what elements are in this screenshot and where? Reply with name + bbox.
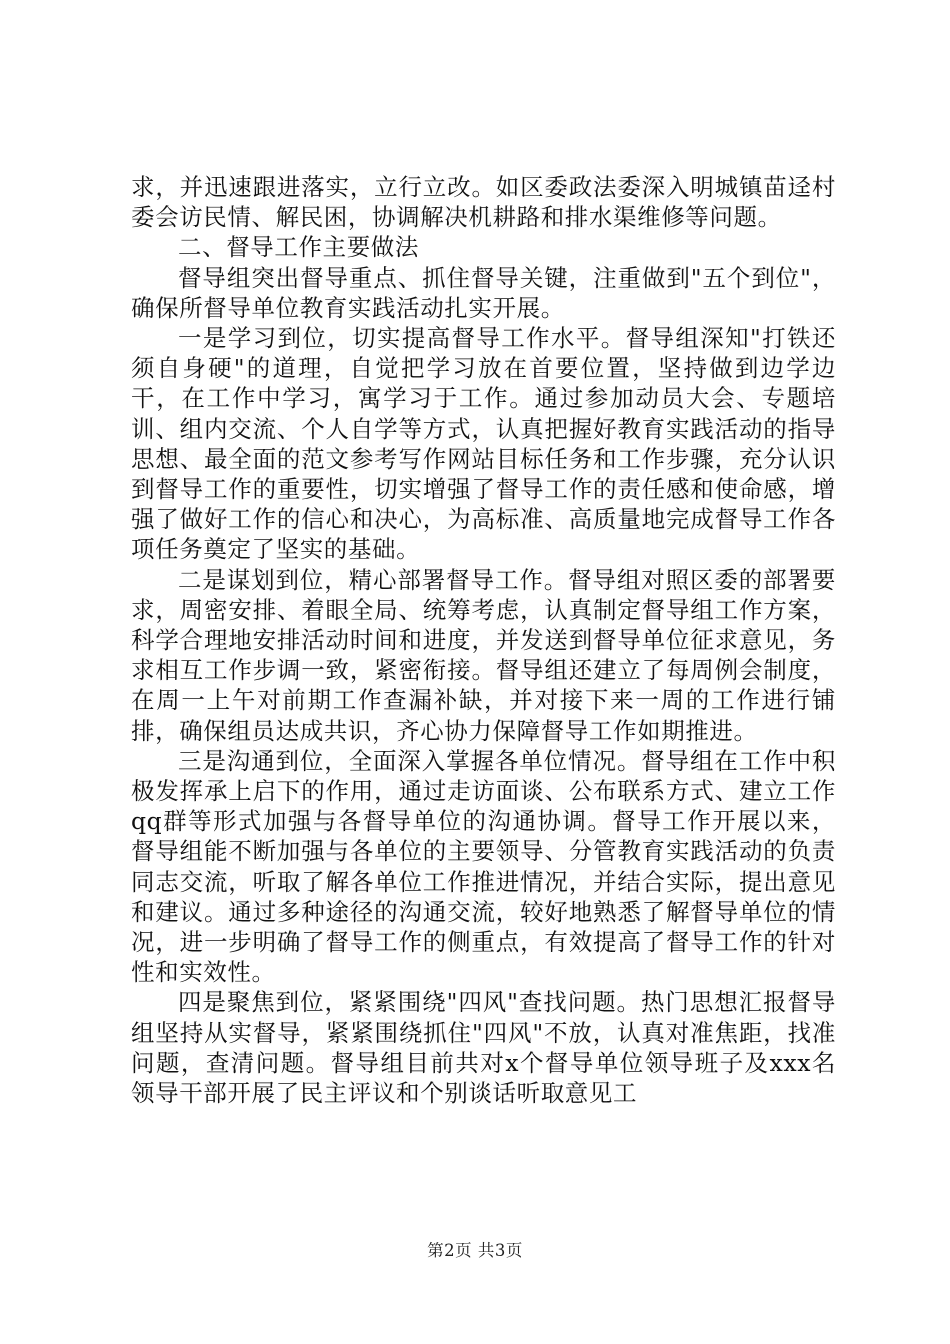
paragraph-intro: 督导组突出督导重点、抓住督导关键，注重做到"五个到位"，确保所督导单位教育实践活动扎实开展。 <box>131 263 836 322</box>
paragraph-planning: 二是谋划到位，精心部署督导工作。督导组对照区委的部署要求，周密安排、着眼全局、统筹考虑，认真制定督导组工作方案，科学合理地安排活动时间和进度，并发送到督导单位征求意见，务求相互工作步调一致，紧密衔接。督导组还建立了每周例会制度，在周一上午对前期工作查漏补缺，并对接下来一周的工作进行铺排，确保组员达成共识，齐心协力保障督导工作如期推进。 <box>131 565 836 745</box>
paragraph-study: 一是学习到位，切实提高督导工作水平。督导组深知"打铁还须自身硬"的道理，自觉把学习放在首要位置，坚持做到边学边干，在工作中学习，寓学习于工作。通过参加动员大会、专题培训、组内交流、个人自学等方式，认真把握好教育实践活动的指导思想、最全面的范文参考写作网站目标任务和工作步骤，充分认识到督导工作的重要性，切实增强了督导工作的责任感和使命感，增强了做好工作的信心和决心，为高标准、高质量地完成督导工作各项任务奠定了坚实的基础。 <box>131 324 836 564</box>
section-heading: 二、督导工作主要做法 <box>178 233 419 262</box>
document-body <box>131 172 836 1108</box>
paragraph-communication: 三是沟通到位，全面深入掌握各单位情况。督导组在工作中积极发挥承上启下的作用，通过走访面谈、公布联系方式、建立工作qq群等形式加强与各督导单位的沟通协调。督导工作开展以来，督导组能不断加强与各单位的主要领导、分管教育实践活动的负责同志交流，听取了解各单位工作推进情况，并结合实际，提出意见和建议。通过多种途径的沟通交流，较好地熟悉了解督导单位的情况，进一步明确了督导工作的侧重点，有效提高了督导工作的针对性和实效性。 <box>131 746 836 987</box>
paragraph-continuation: 求，并迅速跟进落实，立行立改。如区委政法委深入明城镇苗迳村委会访民情、解民困，协调解决机耕路和排水渠维修等问题。 <box>131 173 836 232</box>
page-number-footer: 第2页 共3页 <box>427 1241 523 1260</box>
paragraph-focus: 四是聚焦到位，紧紧围绕"四风"查找问题。热门思想汇报督导组坚持从实督导，紧紧围绕抓住"四风"不放，认真对准焦距，找准问题，查清问题。督导组目前共对x个督导单位领导班子及xxx名领导干部开展了民主评议和个别谈话听取意见工 <box>131 988 836 1108</box>
